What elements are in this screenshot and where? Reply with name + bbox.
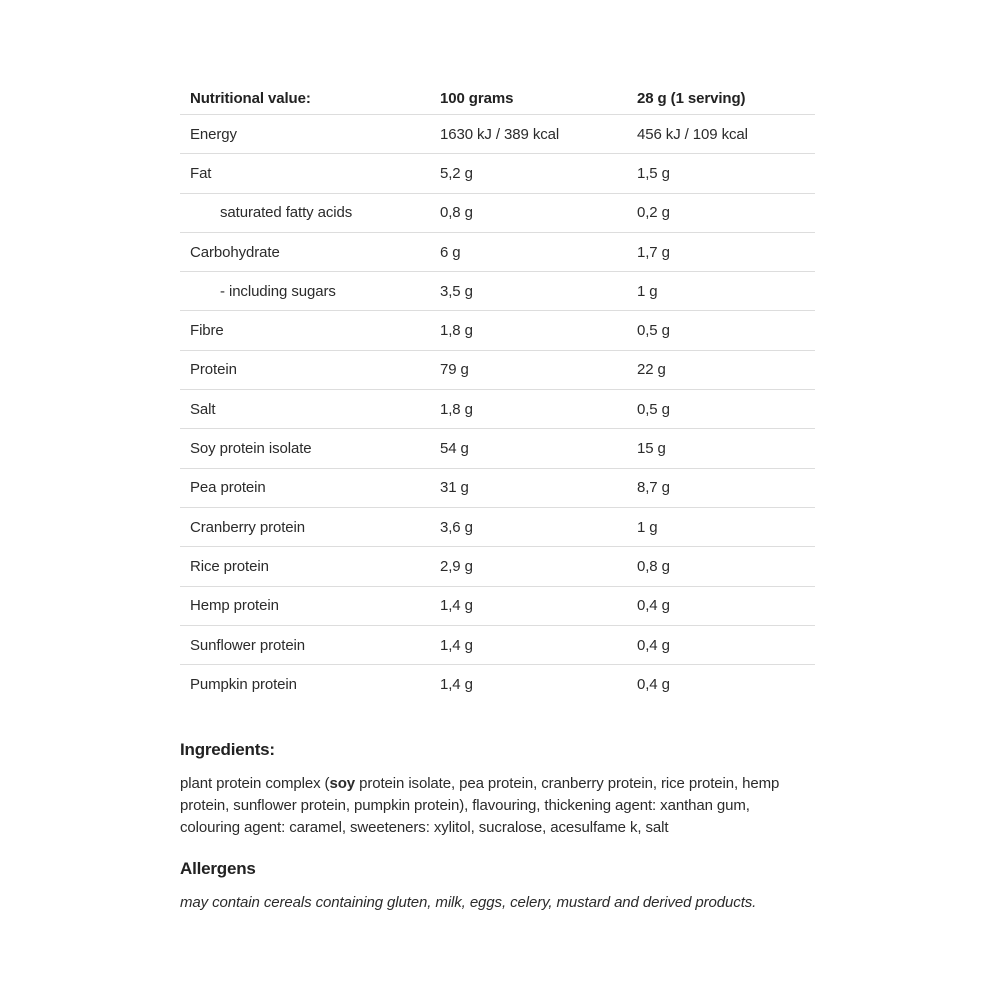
row-value-100g: 0,8 g bbox=[440, 204, 473, 222]
row-label: Energy bbox=[190, 125, 237, 143]
row-value-serving: 1,5 g bbox=[637, 164, 670, 182]
row-value-serving: 22 g bbox=[637, 361, 666, 379]
row-label: Pea protein bbox=[190, 479, 266, 497]
table-row-sunflower-protein bbox=[180, 626, 815, 665]
row-value-100g: 1630 kJ / 389 kcal bbox=[440, 125, 560, 143]
table-row-saturated-fatty-acids bbox=[180, 194, 815, 233]
row-value-serving: 1,7 g bbox=[637, 243, 670, 261]
row-value-100g: 1,8 g bbox=[440, 322, 473, 340]
table-header-row bbox=[180, 82, 815, 115]
info-text-block bbox=[180, 704, 812, 914]
table-row-carbohydrate bbox=[180, 233, 815, 272]
row-value-serving: 15 g bbox=[637, 440, 666, 458]
table-row-energy bbox=[180, 115, 815, 154]
row-label: Salt bbox=[190, 400, 216, 418]
row-value-100g: 1,4 g bbox=[440, 636, 473, 654]
table-row-including-sugars bbox=[180, 272, 815, 311]
row-value-100g: 5,2 g bbox=[440, 164, 473, 182]
table-row-protein bbox=[180, 351, 815, 390]
row-value-serving: 0,8 g bbox=[637, 557, 670, 575]
row-label: Cranberry protein bbox=[190, 518, 306, 536]
row-label: Soy protein isolate bbox=[190, 440, 312, 458]
row-value-serving: 0,4 g bbox=[637, 636, 670, 654]
row-value-serving: 0,4 g bbox=[637, 597, 670, 615]
table-row-fat bbox=[180, 154, 815, 193]
row-label: Rice protein bbox=[190, 557, 269, 575]
column-header-per-serving: 28 g (1 serving) bbox=[637, 89, 746, 107]
row-label: Fat bbox=[190, 164, 212, 182]
row-value-serving: 1 g bbox=[637, 518, 658, 536]
row-value-100g: 54 g bbox=[440, 440, 469, 458]
row-label: Pumpkin protein bbox=[190, 676, 297, 694]
row-value-100g: 2,9 g bbox=[440, 557, 473, 575]
table-row-salt bbox=[180, 390, 815, 429]
row-value-100g: 3,6 g bbox=[440, 518, 473, 536]
nutrition-table bbox=[180, 82, 815, 704]
row-value-100g: 1,4 g bbox=[440, 676, 473, 694]
ingredients-bold-word: soy bbox=[329, 775, 356, 792]
row-label: saturated fatty acids bbox=[220, 204, 353, 222]
column-header-per-100g: 100 grams bbox=[440, 89, 514, 107]
row-value-100g: 6 g bbox=[440, 243, 461, 261]
table-row-pea-protein bbox=[180, 469, 815, 508]
row-value-100g: 1,4 g bbox=[440, 597, 473, 615]
allergens-heading: Allergens bbox=[180, 859, 256, 878]
column-header-nutritional-value: Nutritional value: bbox=[190, 89, 311, 107]
table-row-hemp-protein bbox=[180, 587, 815, 626]
row-label: Fibre bbox=[190, 322, 224, 340]
row-value-serving: 0,4 g bbox=[637, 676, 670, 694]
row-value-serving: 0,5 g bbox=[637, 322, 670, 340]
table-row-rice-protein bbox=[180, 547, 815, 586]
row-label: Carbohydrate bbox=[190, 243, 280, 261]
ingredients-text bbox=[180, 773, 812, 839]
ingredients-text-part1: plant protein complex ( bbox=[180, 775, 330, 792]
table-row-pumpkin-protein bbox=[180, 665, 815, 704]
table-row-fibre bbox=[180, 311, 815, 350]
row-value-100g: 79 g bbox=[440, 361, 469, 379]
row-label: - including sugars bbox=[220, 282, 336, 300]
row-label: Protein bbox=[190, 361, 237, 379]
table-row-soy-protein-isolate bbox=[180, 429, 815, 468]
row-label: Sunflower protein bbox=[190, 636, 306, 654]
row-label: Hemp protein bbox=[190, 597, 279, 615]
row-value-serving: 8,7 g bbox=[637, 479, 670, 497]
row-value-100g: 31 g bbox=[440, 479, 469, 497]
row-value-serving: 456 kJ / 109 kcal bbox=[637, 125, 748, 143]
row-value-serving: 0,5 g bbox=[637, 400, 670, 418]
row-value-100g: 3,5 g bbox=[440, 282, 473, 300]
table-row-cranberry-protein bbox=[180, 508, 815, 547]
allergens-text: may contain cereals containing gluten, milk, eggs, celery, mustard and derived products. bbox=[180, 894, 757, 911]
row-value-serving: 1 g bbox=[637, 282, 658, 300]
ingredients-heading: Ingredients: bbox=[180, 740, 275, 759]
row-value-100g: 1,8 g bbox=[440, 400, 473, 418]
row-value-serving: 0,2 g bbox=[637, 204, 670, 222]
ingredients-text-part2: protein isolate, pea protein, cranberry protein, rice protein, hemp protein, sunflower protein, pumpkin protein), flavouring, thickening agent: xanthan gum, colouring agent: caramel, sweeteners: xylitol, sucralose, acesulfame k, salt bbox=[180, 775, 780, 836]
